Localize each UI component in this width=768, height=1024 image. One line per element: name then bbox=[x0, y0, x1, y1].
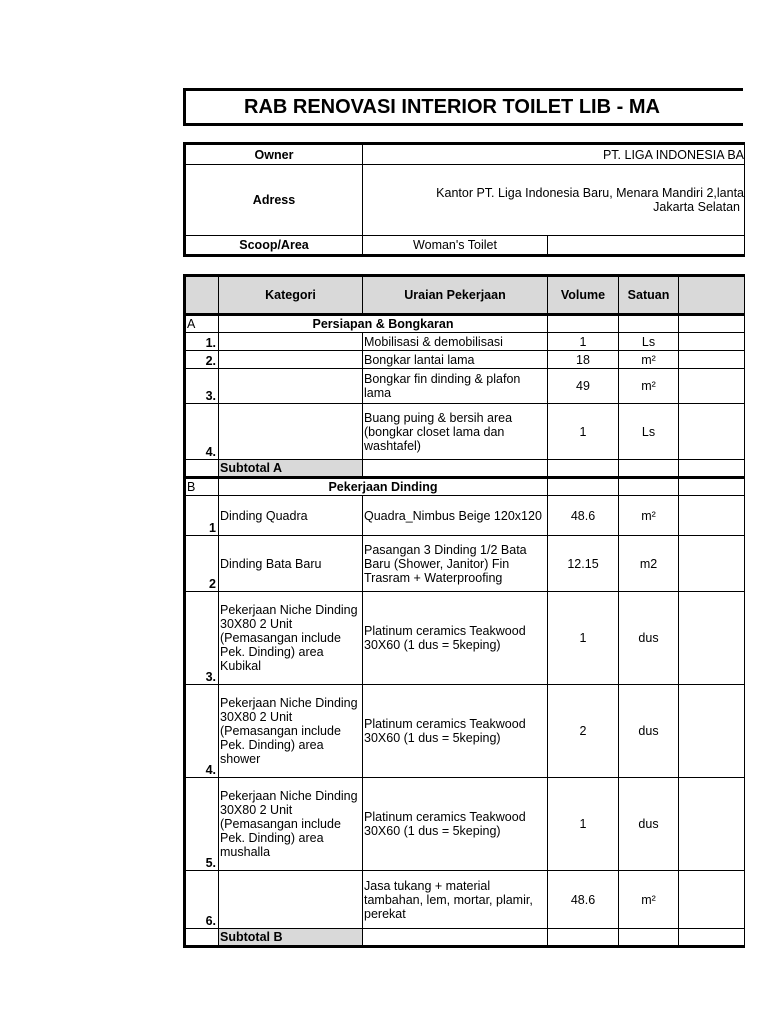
row-satuan: Ls bbox=[619, 333, 679, 351]
row-uraian: Bongkar lantai lama bbox=[363, 351, 548, 369]
section-code: B bbox=[185, 478, 219, 496]
subtotal-empty-cell bbox=[619, 460, 679, 478]
row-empty-cell bbox=[679, 333, 745, 351]
scope-value: Woman's Toilet bbox=[363, 236, 548, 256]
header-kategori: Kategori bbox=[219, 276, 363, 315]
subtotal-empty-cell bbox=[679, 929, 745, 947]
row-number: 2 bbox=[185, 536, 219, 592]
table-row bbox=[185, 351, 745, 369]
table-row bbox=[185, 333, 745, 351]
row-number: 2. bbox=[185, 351, 219, 369]
subtotal-row bbox=[185, 929, 745, 947]
subtotal-empty-cell bbox=[185, 460, 219, 478]
row-uraian: Jasa tukang + material tambahan, lem, mortar, plamir, perekat bbox=[363, 871, 548, 929]
subtotal-empty-cell bbox=[185, 929, 219, 947]
row-kategori bbox=[219, 351, 363, 369]
subtotal-empty-cell bbox=[548, 929, 619, 947]
header-volume: Volume bbox=[548, 276, 619, 315]
subtotal-empty-cell bbox=[679, 460, 745, 478]
row-kategori bbox=[219, 333, 363, 351]
row-uraian: Bongkar fin dinding & plafon lama bbox=[363, 369, 548, 404]
table-row bbox=[185, 404, 745, 460]
row-number: 3. bbox=[185, 369, 219, 404]
table-row bbox=[185, 871, 745, 929]
row-empty-cell bbox=[679, 871, 745, 929]
row-number: 4. bbox=[185, 404, 219, 460]
row-volume: 2 bbox=[548, 685, 619, 778]
row-kategori: Pekerjaan Niche Dinding 30X80 2 Unit (Pemasangan include Pek. Dinding) area shower bbox=[219, 685, 363, 778]
header-extra bbox=[679, 276, 745, 315]
table-row bbox=[185, 536, 745, 592]
row-satuan: dus bbox=[619, 592, 679, 685]
header-uraian: Uraian Pekerjaan bbox=[363, 276, 548, 315]
row-kategori: Pekerjaan Niche Dinding 30X80 2 Unit (Pemasangan include Pek. Dinding) area Kubikal bbox=[219, 592, 363, 685]
section-name: Pekerjaan Dinding bbox=[219, 478, 548, 496]
row-kategori: Dinding Bata Baru bbox=[219, 536, 363, 592]
row-kategori bbox=[219, 369, 363, 404]
document-title: RAB RENOVASI INTERIOR TOILET LIB - MA bbox=[183, 88, 743, 126]
table-row bbox=[185, 592, 745, 685]
row-volume: 49 bbox=[548, 369, 619, 404]
row-empty-cell bbox=[679, 369, 745, 404]
row-number: 1. bbox=[185, 333, 219, 351]
table-row bbox=[185, 685, 745, 778]
subtotal-empty-cell bbox=[363, 929, 548, 947]
row-empty-cell bbox=[679, 496, 745, 536]
row-volume: 12.15 bbox=[548, 536, 619, 592]
section-row bbox=[185, 478, 745, 496]
row-volume: 1 bbox=[548, 404, 619, 460]
row-uraian: Platinum ceramics Teakwood 30X60 (1 dus = 5keping) bbox=[363, 685, 548, 778]
row-volume: 1 bbox=[548, 592, 619, 685]
scope-label: Scoop/Area bbox=[185, 236, 363, 256]
address-line-2: Jakarta Selatan bbox=[653, 200, 740, 214]
project-info-table bbox=[183, 142, 745, 257]
row-volume: 1 bbox=[548, 333, 619, 351]
row-kategori bbox=[219, 404, 363, 460]
row-uraian: Mobilisasi & demobilisasi bbox=[363, 333, 548, 351]
row-satuan: dus bbox=[619, 685, 679, 778]
row-satuan: Ls bbox=[619, 404, 679, 460]
row-kategori: Pekerjaan Niche Dinding 30X80 2 Unit (Pemasangan include Pek. Dinding) area mushalla bbox=[219, 778, 363, 871]
subtotal-empty-cell bbox=[548, 460, 619, 478]
section-empty-cell bbox=[619, 478, 679, 496]
row-number: 3. bbox=[185, 592, 219, 685]
row-number: 5. bbox=[185, 778, 219, 871]
subtotal-empty-cell bbox=[619, 929, 679, 947]
row-satuan: dus bbox=[619, 778, 679, 871]
row-uraian: Pasangan 3 Dinding 1/2 Bata Baru (Shower, Janitor) Fin Trasram + Waterproofing bbox=[363, 536, 548, 592]
row-kategori bbox=[219, 871, 363, 929]
address-label: Adress bbox=[185, 165, 363, 236]
row-satuan: m2 bbox=[619, 536, 679, 592]
row-uraian: Platinum ceramics Teakwood 30X60 (1 dus = 5keping) bbox=[363, 778, 548, 871]
table-row bbox=[185, 778, 745, 871]
row-empty-cell bbox=[679, 404, 745, 460]
row-satuan: m² bbox=[619, 871, 679, 929]
row-satuan: m² bbox=[619, 496, 679, 536]
row-number: 1 bbox=[185, 496, 219, 536]
header-satuan: Satuan bbox=[619, 276, 679, 315]
address-value bbox=[363, 165, 745, 236]
table-row bbox=[185, 369, 745, 404]
row-number: 6. bbox=[185, 871, 219, 929]
row-uraian: Buang puing & bersih area (bongkar closet lama dan washtafel) bbox=[363, 404, 548, 460]
owner-value: PT. LIGA INDONESIA BA bbox=[363, 144, 745, 165]
subtotal-row bbox=[185, 460, 745, 478]
subtotal-label: Subtotal A bbox=[219, 460, 363, 478]
table-row bbox=[185, 496, 745, 536]
row-volume: 48.6 bbox=[548, 871, 619, 929]
row-kategori: Dinding Quadra bbox=[219, 496, 363, 536]
row-volume: 18 bbox=[548, 351, 619, 369]
row-uraian: Platinum ceramics Teakwood 30X60 (1 dus = 5keping) bbox=[363, 592, 548, 685]
section-name: Persiapan & Bongkaran bbox=[219, 315, 548, 333]
section-empty-cell bbox=[679, 315, 745, 333]
row-volume: 1 bbox=[548, 778, 619, 871]
row-satuan: m² bbox=[619, 351, 679, 369]
address-line-1: Kantor PT. Liga Indonesia Baru, Menara Mandiri 2,lanta bbox=[436, 186, 744, 200]
row-volume: 48.6 bbox=[548, 496, 619, 536]
row-empty-cell bbox=[679, 351, 745, 369]
owner-label: Owner bbox=[185, 144, 363, 165]
row-satuan: m² bbox=[619, 369, 679, 404]
row-empty-cell bbox=[679, 778, 745, 871]
subtotal-label: Subtotal B bbox=[219, 929, 363, 947]
section-empty-cell bbox=[679, 478, 745, 496]
section-empty-cell bbox=[619, 315, 679, 333]
row-empty-cell bbox=[679, 685, 745, 778]
row-empty-cell bbox=[679, 592, 745, 685]
scope-empty-cell bbox=[548, 236, 745, 256]
row-number: 4. bbox=[185, 685, 219, 778]
row-uraian: Quadra_Nimbus Beige 120x120 bbox=[363, 496, 548, 536]
section-empty-cell bbox=[548, 478, 619, 496]
rab-items-table bbox=[183, 274, 745, 948]
row-empty-cell bbox=[679, 536, 745, 592]
header-no bbox=[185, 276, 219, 315]
table-header-row bbox=[185, 276, 745, 315]
section-code: A bbox=[185, 315, 219, 333]
section-row bbox=[185, 315, 745, 333]
section-empty-cell bbox=[548, 315, 619, 333]
subtotal-empty-cell bbox=[363, 460, 548, 478]
